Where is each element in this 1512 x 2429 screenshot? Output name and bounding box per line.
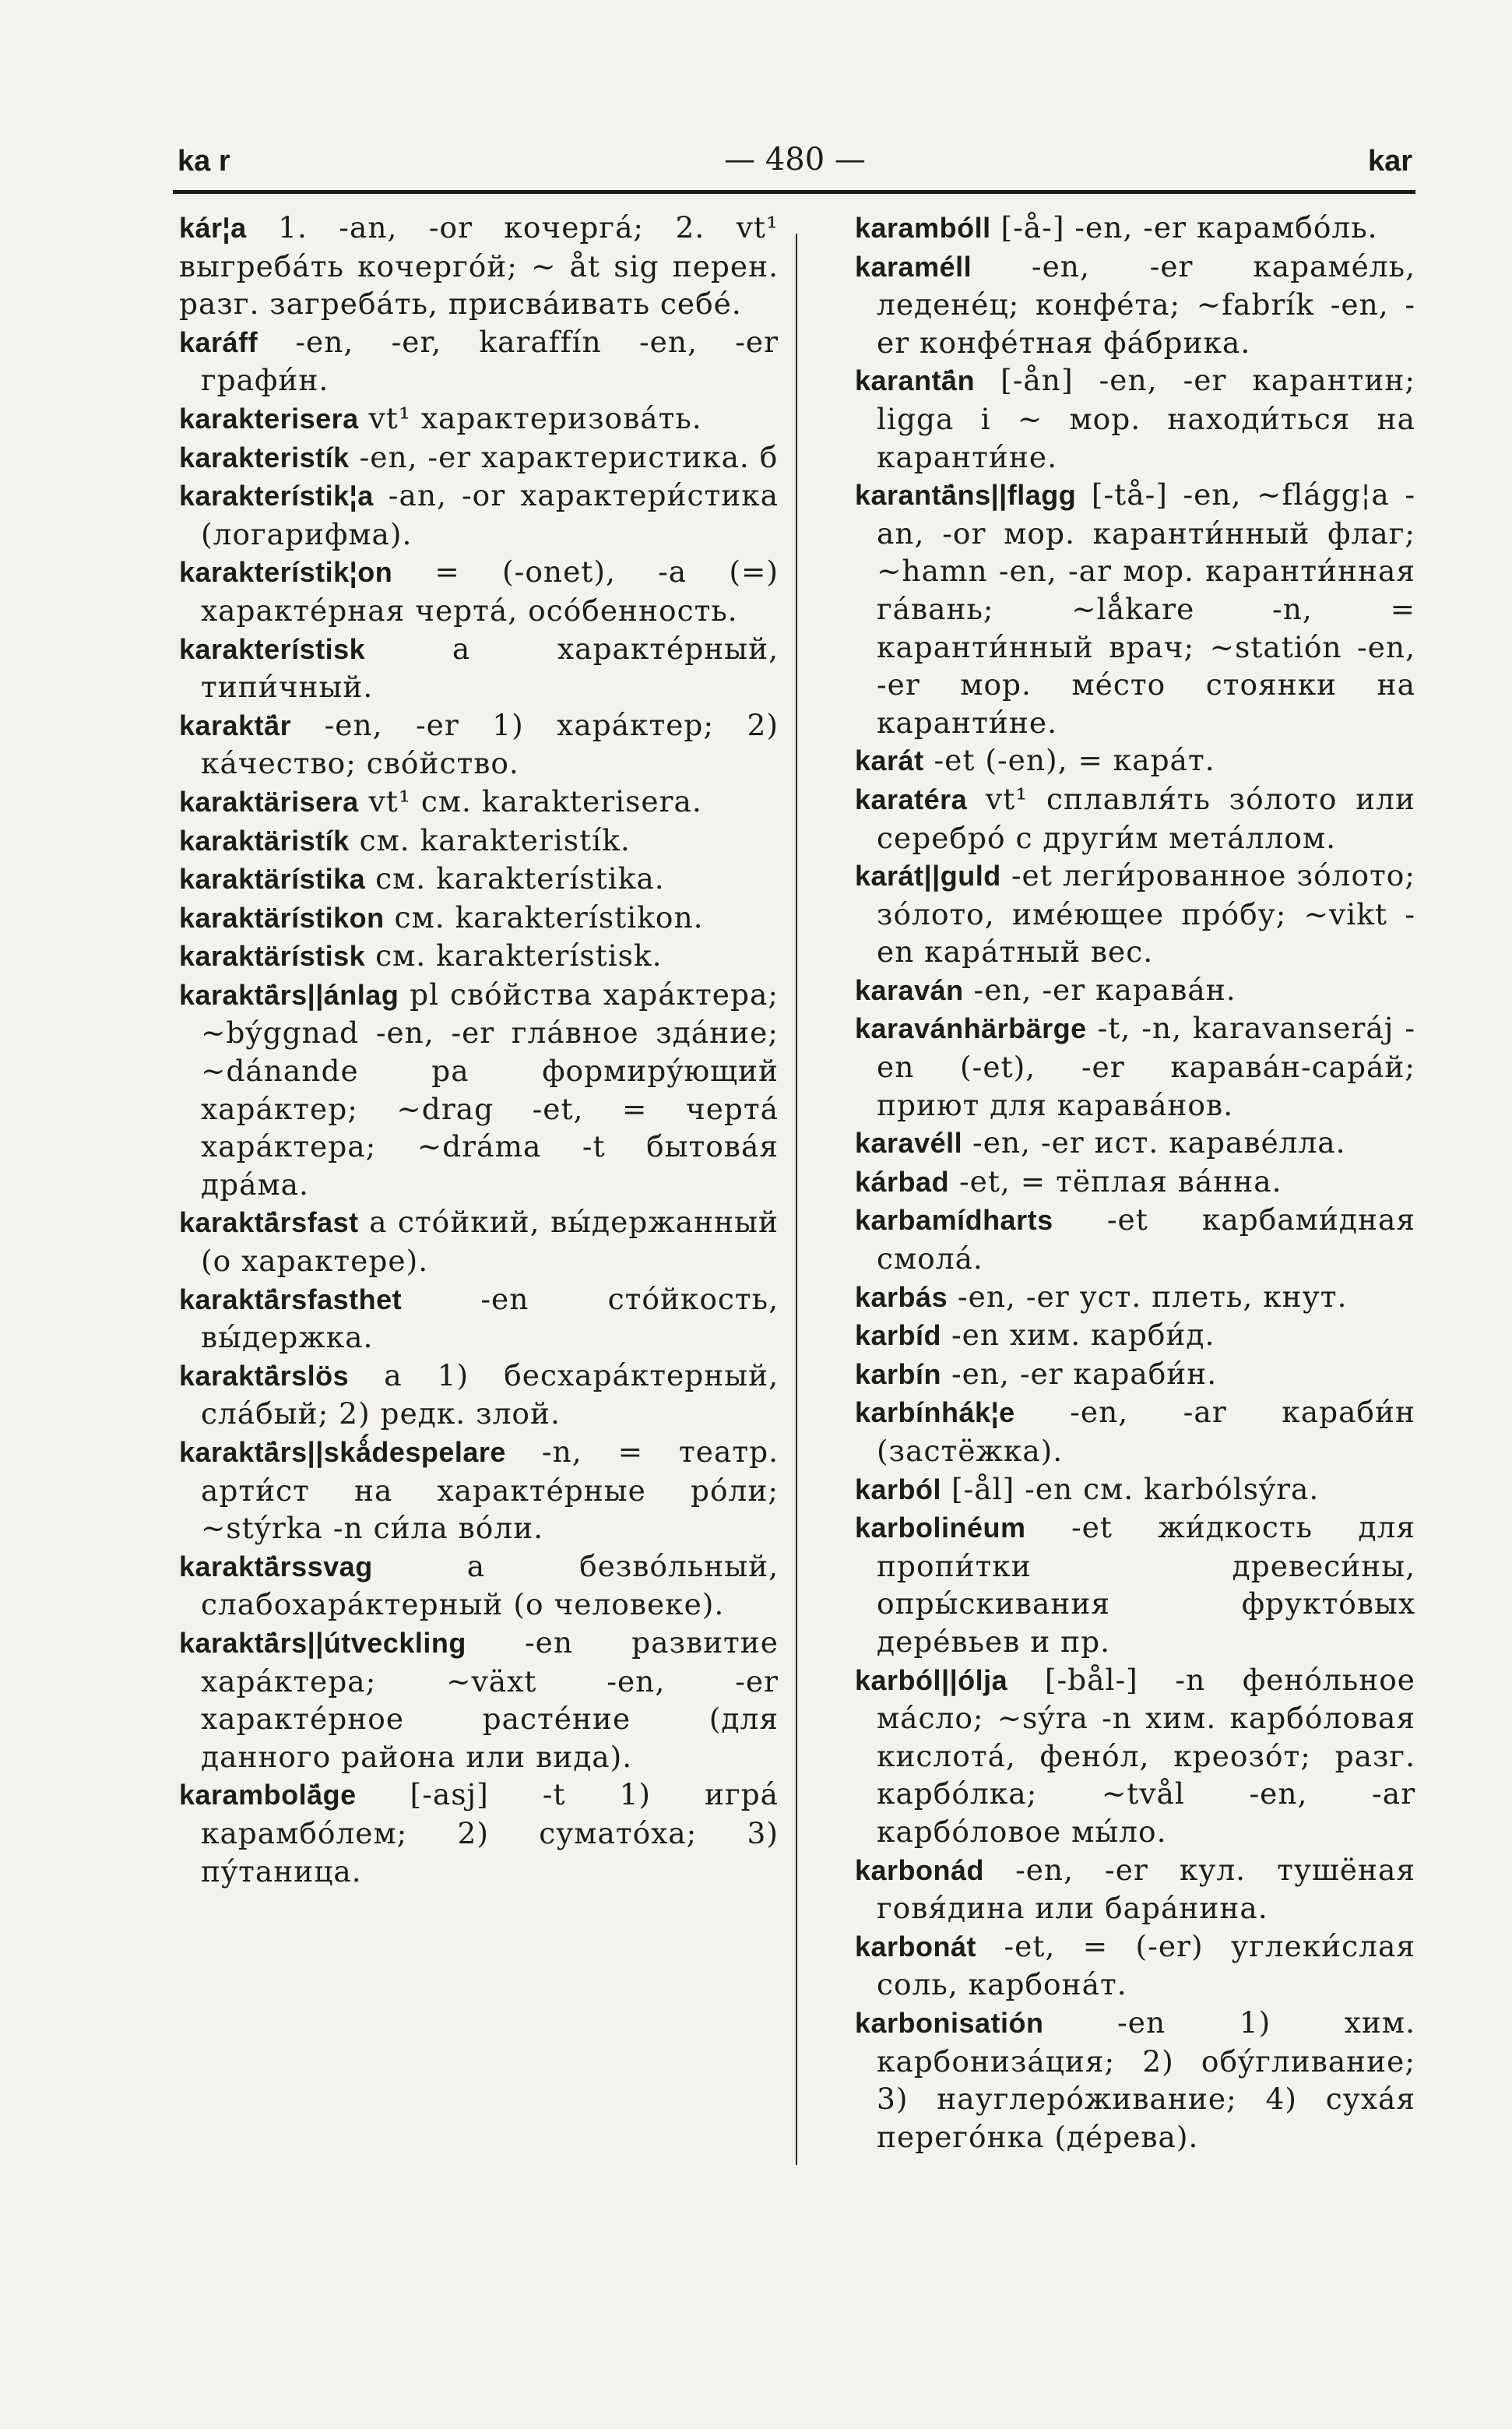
dictionary-entry <box>855 1316 1415 1355</box>
entry-definition: см. karakteristík. <box>349 822 631 857</box>
entry-definition: a стóйкий, вы́держанный (о характере). <box>201 1205 779 1279</box>
dictionary-entry <box>855 971 1415 1010</box>
entry-headword: karavánhärbärge <box>855 1012 1087 1045</box>
entry-definition: -et (-en), = карáт. <box>923 743 1215 778</box>
entry-headword: karambolá̈ge <box>179 1779 357 1811</box>
entry-definition: -en, -er кул. тушёная говя́дина или барáнина. <box>877 1852 1415 1926</box>
dictionary-entry <box>855 1009 1415 1124</box>
entry-headword: karaktä́rs||útveckling <box>179 1626 466 1659</box>
entry-definition: a характéрный, типи́чный. <box>201 631 779 705</box>
entry-definition: a 1) бесхарáктерный, слáбый; 2) редк. злой. <box>201 1357 779 1431</box>
entry-headword: karbamídharts <box>855 1204 1053 1237</box>
entry-definition: [-å-] -en, -er карамбóль. <box>990 210 1378 245</box>
entry-headword: karáff <box>179 326 258 358</box>
entry-headword: karakterístik¦a <box>179 480 374 512</box>
entry-definition: -en, -er 1) харáктер; 2) кáчество; свóйство. <box>201 707 779 781</box>
entry-definition: -et жи́дкость для пропи́тки древеси́ны, опры́скивания фруктóвых дерéвьев и пр. <box>877 1510 1415 1659</box>
entry-definition: [-bål-] -n фенóльное мáсло; ~sýra -n хим. карбóловая кислотá, фенóл, креозóт; разг. карбóлка; ~tvål -en, -ar карбóловое мы́ло. <box>877 1662 1415 1849</box>
dictionary-entry <box>855 1851 1415 1927</box>
dictionary-entry <box>179 937 779 976</box>
entry-definition: -en, -er уст. плеть, кнут. <box>948 1279 1348 1314</box>
dictionary-entry <box>179 209 779 323</box>
dictionary-entry <box>179 783 779 822</box>
entry-headword: karaktärístikon <box>179 901 385 934</box>
entry-headword: karaméll <box>855 250 972 283</box>
dictionary-entry <box>855 780 1415 857</box>
entry-headword: karát||guld <box>855 860 1001 892</box>
entry-definition: -en, -er карамéль, леденéц; конфéта; ~fabrík -en, -er конфéтная фáбрика. <box>877 248 1415 360</box>
entry-definition: -en хим. карби́д. <box>941 1318 1215 1353</box>
entry-headword: karavéll <box>855 1127 963 1160</box>
entry-definition: 1. -an, -or кочергá; 2. vt¹ выгребáть кочергóй; ~ åt sig перен. разг. загребáть, присвáивать себé. <box>179 210 779 322</box>
entry-definition: a безвóльный, слабохарáктерный (о человеке). <box>201 1548 779 1622</box>
dictionary-entry <box>855 476 1415 741</box>
entry-headword: karaktärisera <box>179 785 359 818</box>
entry-definition: [-ål] -en см. karbólsýra. <box>941 1471 1320 1506</box>
entry-definition: см. karakterístika. <box>365 861 665 896</box>
dictionary-entry <box>855 1278 1415 1317</box>
entry-definition: -en, -er ист. каравéлла. <box>962 1125 1346 1160</box>
entry-definition: -et карбами́дная смолá. <box>877 1202 1415 1276</box>
entry-definition: -en стóйкость, вы́держка. <box>201 1281 779 1355</box>
entry-headword: karból||ólja <box>855 1663 1008 1696</box>
entry-headword: karaktä́rs||skǻdespelare <box>179 1436 506 1468</box>
header-left-guideword: ka r <box>178 145 230 178</box>
page-number: — 480 — <box>724 142 866 178</box>
entry-headword: karaktäristík <box>179 824 350 857</box>
entry-headword: karbás <box>855 1280 948 1313</box>
dictionary-entry <box>855 1201 1415 1277</box>
dictionary-entry <box>855 857 1415 971</box>
dictionary-entry <box>855 1508 1415 1660</box>
entry-headword: karaván <box>855 973 964 1006</box>
entry-definition: vt¹ характеризовáть. <box>358 400 702 435</box>
dictionary-entry <box>179 822 779 861</box>
entry-headword: karakterisera <box>179 402 359 435</box>
entry-definition: см. karakterístikon. <box>384 899 704 935</box>
entry-headword: karát <box>855 745 924 777</box>
dictionary-entry <box>179 1433 779 1547</box>
entry-headword: karaktä́rs||ánlag <box>179 978 399 1011</box>
entry-definition: -et, = тёплая вáнна. <box>949 1163 1282 1199</box>
dictionary-entry <box>179 323 779 400</box>
entry-definition: -en, -ar караби́н (застёжка). <box>877 1395 1415 1468</box>
dictionary-entry <box>179 1280 779 1357</box>
entry-definition: [-asj] -t 1) игрá карамбóлем; 2) суматóха; 3) пýтаница. <box>201 1777 779 1889</box>
page-header <box>178 139 1412 185</box>
dictionary-entry <box>855 1393 1415 1470</box>
header-right-guideword: kar <box>1367 145 1412 178</box>
entry-headword: karakterístik¦on <box>179 556 393 589</box>
dictionary-entry <box>179 1776 779 1890</box>
entry-headword: karbonisatión <box>855 2006 1044 2039</box>
dictionary-entry <box>179 553 779 629</box>
entry-headword: karbolinéum <box>855 1512 1026 1544</box>
entry-headword: karból <box>855 1473 942 1505</box>
entry-headword: karantä́ns||flagg <box>855 479 1077 512</box>
entry-headword: karambóll <box>855 212 991 244</box>
dictionary-entry <box>855 1355 1415 1394</box>
entry-definition: -en, -er характеристика. б <box>349 439 779 474</box>
dictionary-entry <box>179 630 779 706</box>
dictionary-entry <box>855 361 1415 476</box>
dictionary-entry <box>179 1357 779 1433</box>
dictionary-entry <box>179 899 779 938</box>
entry-headword: karaktä́r <box>179 709 292 741</box>
dictionary-entry <box>179 400 779 438</box>
entry-definition: см. karakterístisk. <box>365 938 663 973</box>
entry-headword: karbonát <box>855 1930 977 1963</box>
entry-definition: -en, -er караби́н. <box>941 1356 1218 1391</box>
dictionary-entry <box>855 1163 1415 1202</box>
entry-definition: = (-onet), -a (=) характéрная чертá, осóбенность. <box>201 554 779 628</box>
entry-headword: kárbad <box>855 1165 950 1198</box>
entry-definition: -t, -n, karavanseráj -en (-et), -er каравáн-сарáй; приют для каравáнов. <box>877 1011 1415 1122</box>
entry-headword: karaktä́rsfast <box>179 1206 359 1239</box>
header-rule <box>173 190 1415 194</box>
dictionary-entry <box>179 1624 779 1776</box>
entry-headword: karaktärístika <box>179 863 366 896</box>
entry-definition: -en, -er, karaffín -en, -er графи́н. <box>201 324 779 398</box>
entry-headword: karakterístisk <box>179 632 366 665</box>
dictionary-entry <box>855 248 1415 362</box>
entry-headword: karbíd <box>855 1319 942 1352</box>
entry-definition: [-tå-] -en, ~flágg¦a -an, -or мор. каранти́нный флаг; ~hamn -en, -ar мор. каранти́нная гáвань; ~lǻkare -n, = каранти́нный врач; ~statión -en, -er мор. мéсто стоянки на каранти́не. <box>877 477 1415 740</box>
dictionary-entry <box>855 1661 1415 1851</box>
left-column <box>179 209 779 1890</box>
dictionary-entry <box>179 477 779 553</box>
entry-definition: pl свóйства харáктера; ~býggnad -en, -er глáвное здáние; ~dánande pa формирýющий харáктер; ~drag -et, = чертá харáктера; ~dráma -t бытовáя дрáма. <box>201 977 779 1202</box>
dictionary-entry <box>855 741 1415 780</box>
dictionary-entry <box>855 1124 1415 1163</box>
entry-headword: karantä́n <box>855 364 976 397</box>
entry-headword: kár¦a <box>179 212 247 244</box>
entry-headword: karbonád <box>855 1853 985 1886</box>
entry-definition: -an, -or характери́стика (логарифма). <box>201 478 779 551</box>
entry-headword: karbín <box>855 1357 942 1390</box>
dictionary-entry <box>179 706 779 783</box>
entry-definition: vt¹ см. karakterisera. <box>358 783 702 818</box>
dictionary-entry <box>179 860 779 899</box>
entry-headword: karatéra <box>855 783 968 815</box>
dictionary-entry <box>855 2004 1415 2156</box>
dictionary-entry <box>179 1547 779 1624</box>
dictionary-entry <box>855 1927 1415 2004</box>
entry-definition: -n, = театр. арти́ст на характéрные рóли; ~stýrka -n си́ла вóли. <box>201 1435 779 1546</box>
entry-definition: -et, = (-er) углеки́слая соль, карбонáт. <box>877 1928 1415 2002</box>
entry-headword: karaktä́rsfasthet <box>179 1283 403 1315</box>
entry-definition: vt¹ сплавля́ть зóлото или серебрó с други́м метáллом. <box>877 781 1415 855</box>
entry-definition: [-ån] -en, -er карантин; ligga i ~ мор. находи́ться на каранти́не. <box>877 363 1415 474</box>
entry-headword: karbínhák¦e <box>855 1396 1015 1429</box>
entry-headword: karaktä́rssvag <box>179 1550 373 1582</box>
dictionary-entry <box>179 976 779 1204</box>
dictionary-entry <box>855 209 1415 248</box>
dictionary-entry <box>855 1470 1415 1509</box>
entry-definition: -en 1) хим. карбонизáция; 2) обýгливание; 3) науглерóживание; 4) сухáя перегóнка (дéрева). <box>877 2005 1415 2154</box>
column-divider <box>796 234 797 2165</box>
entry-definition: -et леги́рованное зóлото; зóлото, имéющее прóбу; ~vikt -en карáтный вес. <box>877 858 1415 970</box>
entry-definition: -en развитие харáктера; ~växt -en, -er характéрное растéние (для данного района или вида). <box>201 1625 779 1774</box>
dictionary-entry <box>179 438 779 477</box>
dictionary-entry <box>179 1203 779 1280</box>
right-column <box>855 209 1415 2156</box>
entry-definition: -en, -er каравáн. <box>963 972 1236 1007</box>
entry-headword: karakteristík <box>179 441 350 473</box>
entry-headword: karaktärístisk <box>179 940 366 973</box>
entry-headword: karaktä́rslös <box>179 1359 350 1392</box>
